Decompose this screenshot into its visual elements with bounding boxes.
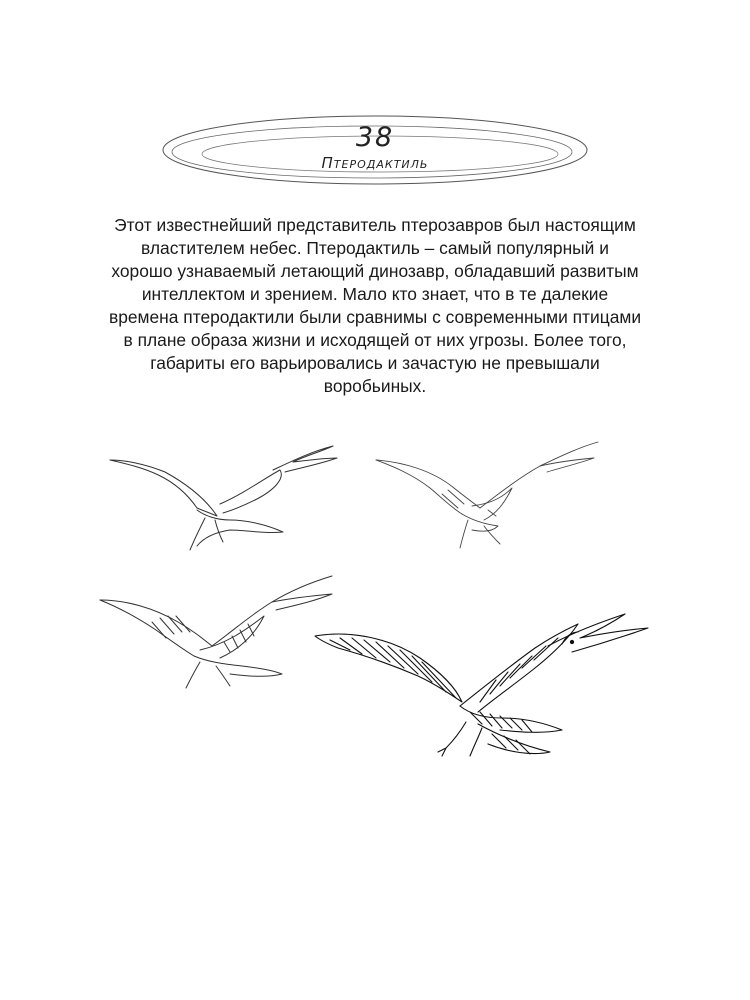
intro-line: хорошо узнаваемый летающий динозавр, обладавший развитым xyxy=(111,261,639,281)
intro-line: габариты его варьировались и зачастую не превышали xyxy=(150,353,600,373)
pterodactyl-sketch-icon xyxy=(372,436,607,554)
chapter-title: Птеродактиль xyxy=(321,154,429,172)
intro-line: времена птеродактили были сравнимы с современными птицами xyxy=(108,307,642,327)
intro-line: в плане образа жизни и исходящей от них угрозы. Более того, xyxy=(123,330,627,350)
pterodactyl-step-3-drawing xyxy=(96,572,341,690)
pterodactyl-shaded-icon xyxy=(310,606,655,771)
pterodactyl-step-2-drawing xyxy=(372,436,607,554)
intro-line: Этот известнейший представитель птерозавров был настоящим xyxy=(114,215,636,235)
chapter-header xyxy=(160,112,590,188)
pterodactyl-sketch-icon xyxy=(96,572,341,690)
pterodactyl-sketch-icon xyxy=(105,438,345,553)
pterodactyl-step-1-drawing xyxy=(105,438,345,553)
intro-paragraph xyxy=(90,214,660,398)
intro-line: воробьиных. xyxy=(323,376,427,396)
pterodactyl-final-drawing xyxy=(310,606,655,771)
intro-line: властителем небес. Птеродактиль – самый популярный и xyxy=(141,238,609,258)
intro-line: интеллектом и зрением. Мало кто знает, что в те далекие xyxy=(141,284,609,304)
chapter-number: 38 xyxy=(355,122,395,153)
